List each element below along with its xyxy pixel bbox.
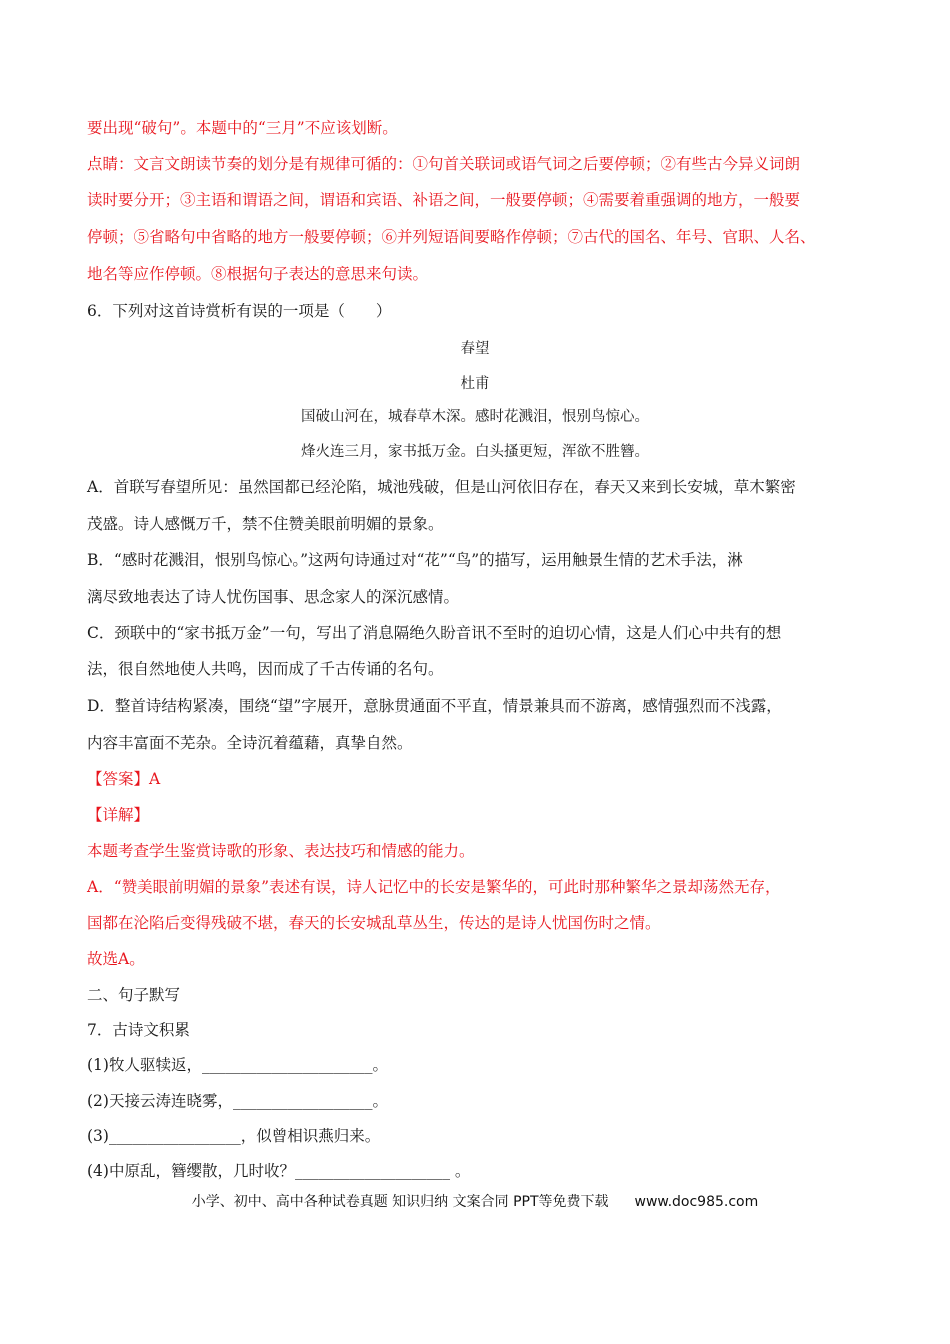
tip-line: 读时要分开；③主语和谓语之间，谓语和宾语、补语之间，一般要停顿；④需要着重强调的地方，一般要: [87, 191, 801, 209]
detail-line: A．“赞美眼前明媚的景象”表述有误，诗人记忆中的长安是繁华的，可此时那种繁华之景却荡然无存，: [87, 878, 781, 896]
tip-line: 停顿；⑤省略句中省略的地方一般要停顿；⑥并列短语间要略作停顿；⑦古代的国名、年号、官职、人名、: [87, 228, 816, 246]
poem-line: 国破山河在，城春草木深。感时花溅泪，恨别鸟惊心。: [301, 409, 649, 425]
option-b-cont: 漓尽致地表达了诗人忧伤国事、思念家人的深沉感情。: [87, 588, 460, 606]
footer: [0, 1191, 950, 1211]
poem-author: 杜甫: [460, 376, 490, 392]
option-a: A．首联写春望所见：虽然国都已经沦陷，城池残破，但是山河依旧存在，春天又来到长安城，草木繁密: [87, 478, 796, 496]
option-c: C．颈联中的“家书抵万金”一句，写出了消息隔绝久盼音讯不至时的迫切心情，这是人们心中共有的想: [87, 624, 782, 642]
option-b: B．“感时花溅泪，恨别鸟惊心。”这两句诗通过对“花”“鸟”的描写，运用触景生情的艺术手法，淋: [87, 551, 743, 569]
footer-text: 小学、初中、高中各种试卷真题 知识归纳 文案合同 PPT等免费下载: [191, 1194, 609, 1210]
blank-item: (1)牧人驱犊返，______________________。: [87, 1056, 388, 1074]
detail-label: 【详解】: [87, 806, 150, 824]
footer-url[interactable]: www.doc985.com: [634, 1194, 759, 1210]
poem-title: 春望: [460, 341, 490, 357]
option-a-cont: 茂盛。诗人感慨万千，禁不住赞美眼前明媚的景象。: [87, 515, 444, 533]
detail-line: 国都在沦陷后变得残破不堪，春天的长安城乱草丛生，传达的是诗人忧国伤时之情。: [87, 914, 661, 932]
tip-line: 地名等应作停顿。⑧根据句子表达的意思来句读。: [87, 265, 429, 283]
poem-line: 烽火连三月，家书抵万金。白头搔更短，浑欲不胜簪。: [301, 444, 649, 460]
option-d-cont: 内容丰富面不芜杂。全诗沉着蕴藉，真挚自然。: [87, 734, 413, 752]
detail-line: 本题考查学生鉴赏诗歌的形象、表达技巧和情感的能力。: [87, 842, 475, 860]
section-heading: 二、句子默写: [87, 986, 181, 1004]
option-d: D．整首诗结构紧凑，围绕“望”字展开，意脉贯通面不平直，情景兼具而不游离，感情强烈而不浅露，: [87, 697, 782, 715]
analysis-line: 要出现“破句”。本题中的“三月”不应该划断。: [87, 119, 398, 137]
question-7: 7．古诗文积累: [87, 1021, 190, 1039]
option-c-cont: 法，很自然地使人共鸣，因而成了千古传诵的名句。: [87, 660, 444, 678]
blank-item: (2)天接云涛连晓雾，__________________。: [87, 1092, 388, 1110]
blank-item: (3)_________________，似曾相识燕归来。: [87, 1127, 381, 1145]
blank-item: (4)中原乱，簪缨散，几时收？____________________ 。: [87, 1162, 471, 1180]
question-6: 6．下列对这首诗赏析有误的一项是（ ）: [87, 302, 392, 320]
tip-line: 点睛：文言文朗读节奏的划分是有规律可循的：①句首关联词或语气词之后要停顿；②有些古今异义词朗: [87, 155, 801, 173]
answer-label: 【答案】A: [87, 770, 161, 788]
conclusion-line: 故选A。: [87, 950, 145, 968]
